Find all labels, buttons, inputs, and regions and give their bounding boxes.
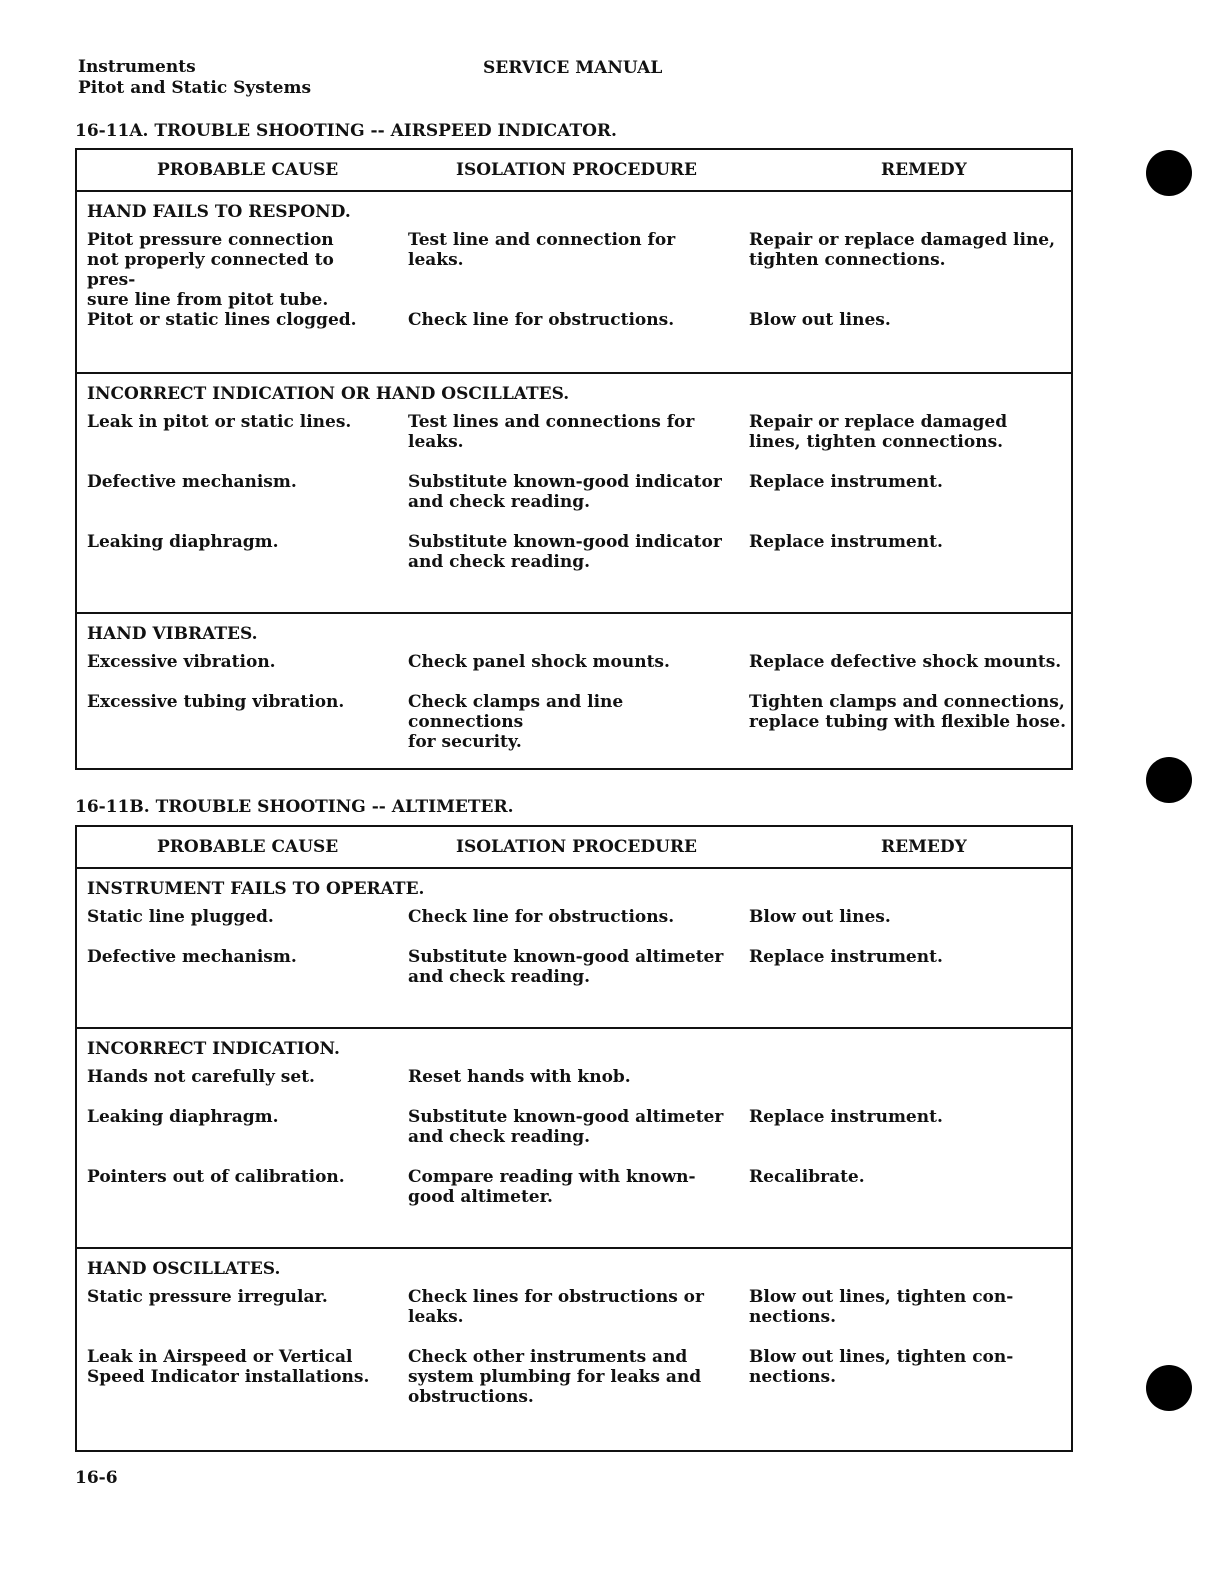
probable-cause-cell: Leaking diaphragm. [87, 532, 279, 552]
probable-cause-cell: Leak in Airspeed or Vertical Speed Indicator installations. [87, 1347, 370, 1387]
symptom-heading: INCORRECT INDICATION OR HAND OSCILLATES. [87, 384, 570, 404]
table-header-row [77, 150, 1071, 192]
isolation-procedure-cell: Test lines and connections for leaks. [408, 412, 695, 452]
isolation-procedure-cell: Check line for obstructions. [408, 907, 675, 927]
column-header-remedy: REMEDY [881, 160, 967, 180]
binder-hole [1146, 757, 1192, 803]
probable-cause-cell: Excessive tubing vibration. [87, 692, 345, 712]
page-number: 16-6 [75, 1468, 118, 1488]
isolation-procedure-cell: Substitute known-good altimeter and check reading. [408, 947, 724, 987]
remedy-cell: Blow out lines, tighten con- nections. [749, 1347, 1014, 1387]
probable-cause-cell: Defective mechanism. [87, 947, 297, 967]
isolation-procedure-cell: Substitute known-good altimeter and check reading. [408, 1107, 724, 1147]
isolation-procedure-cell: Substitute known-good indicator and check reading. [408, 472, 722, 512]
header-manual-title: SERVICE MANUAL [483, 58, 663, 78]
remedy-cell: Blow out lines, tighten con- nections. [749, 1287, 1014, 1327]
probable-cause-cell: Leaking diaphragm. [87, 1107, 279, 1127]
table-header-row [77, 827, 1071, 869]
isolation-procedure-cell: Reset hands with knob. [408, 1067, 631, 1087]
symptom-group [77, 869, 1071, 1027]
isolation-procedure-cell: Check panel shock mounts. [408, 652, 670, 672]
probable-cause-cell: Leak in pitot or static lines. [87, 412, 352, 432]
troubleshooting-table-airspeed [75, 148, 1073, 770]
probable-cause-cell: Pointers out of calibration. [87, 1167, 345, 1187]
isolation-procedure-cell: Check lines for obstructions or leaks. [408, 1287, 704, 1327]
symptom-heading: HAND FAILS TO RESPOND. [87, 202, 351, 222]
header-subsection-name: Pitot and Static Systems [78, 78, 312, 98]
header-section-name: Instruments [78, 57, 196, 77]
isolation-procedure-cell: Compare reading with known- good altimeter. [408, 1167, 696, 1207]
table-a-title: 16-11A. TROUBLE SHOOTING -- AIRSPEED INDICATOR. [75, 121, 617, 141]
symptom-group [77, 612, 1071, 772]
remedy-cell: Replace instrument. [749, 1107, 943, 1127]
symptom-heading: HAND VIBRATES. [87, 624, 258, 644]
symptom-group [77, 1027, 1071, 1247]
remedy-cell: Blow out lines. [749, 310, 891, 330]
binder-hole [1146, 150, 1192, 196]
column-header-cause: PROBABLE CAUSE [157, 837, 339, 857]
isolation-procedure-cell: Check clamps and line connections for security. [408, 692, 624, 752]
probable-cause-cell: Pitot pressure connection not properly connected to pres- sure line from pitot tube. [87, 230, 334, 310]
table-b-title: 16-11B. TROUBLE SHOOTING -- ALTIMETER. [75, 797, 514, 817]
column-header-procedure: ISOLATION PROCEDURE [456, 160, 697, 180]
isolation-procedure-cell: Test line and connection for leaks. [408, 230, 676, 270]
remedy-cell: Tighten clamps and connections, replace tubing with flexible hose. [749, 692, 1067, 732]
remedy-cell: Repair or replace damaged line, tighten connections. [749, 230, 1056, 270]
isolation-procedure-cell: Check line for obstructions. [408, 310, 675, 330]
binder-hole [1146, 1365, 1192, 1411]
symptom-heading: INCORRECT INDICATION. [87, 1039, 340, 1059]
column-header-remedy: REMEDY [881, 837, 967, 857]
remedy-cell: Blow out lines. [749, 907, 891, 927]
probable-cause-cell: Defective mechanism. [87, 472, 297, 492]
symptom-heading: HAND OSCILLATES. [87, 1259, 281, 1279]
symptom-group [77, 372, 1071, 612]
probable-cause-cell: Pitot or static lines clogged. [87, 310, 357, 330]
probable-cause-cell: Excessive vibration. [87, 652, 276, 672]
remedy-cell: Replace instrument. [749, 532, 943, 552]
probable-cause-cell: Static line plugged. [87, 907, 274, 927]
isolation-procedure-cell: Check other instruments and system plumbing for leaks and obstructions. [408, 1347, 702, 1407]
remedy-cell: Replace instrument. [749, 947, 943, 967]
remedy-cell: Replace defective shock mounts. [749, 652, 1062, 672]
probable-cause-cell: Hands not carefully set. [87, 1067, 315, 1087]
symptom-group [77, 192, 1071, 372]
symptom-group [77, 1247, 1071, 1455]
remedy-cell: Repair or replace damaged lines, tighten connections. [749, 412, 1008, 452]
symptom-heading: INSTRUMENT FAILS TO OPERATE. [87, 879, 425, 899]
isolation-procedure-cell: Substitute known-good indicator and check reading. [408, 532, 722, 572]
troubleshooting-table-altimeter [75, 825, 1073, 1452]
column-header-procedure: ISOLATION PROCEDURE [456, 837, 697, 857]
probable-cause-cell: Static pressure irregular. [87, 1287, 328, 1307]
column-header-cause: PROBABLE CAUSE [157, 160, 339, 180]
remedy-cell: Recalibrate. [749, 1167, 865, 1187]
remedy-cell: Replace instrument. [749, 472, 943, 492]
